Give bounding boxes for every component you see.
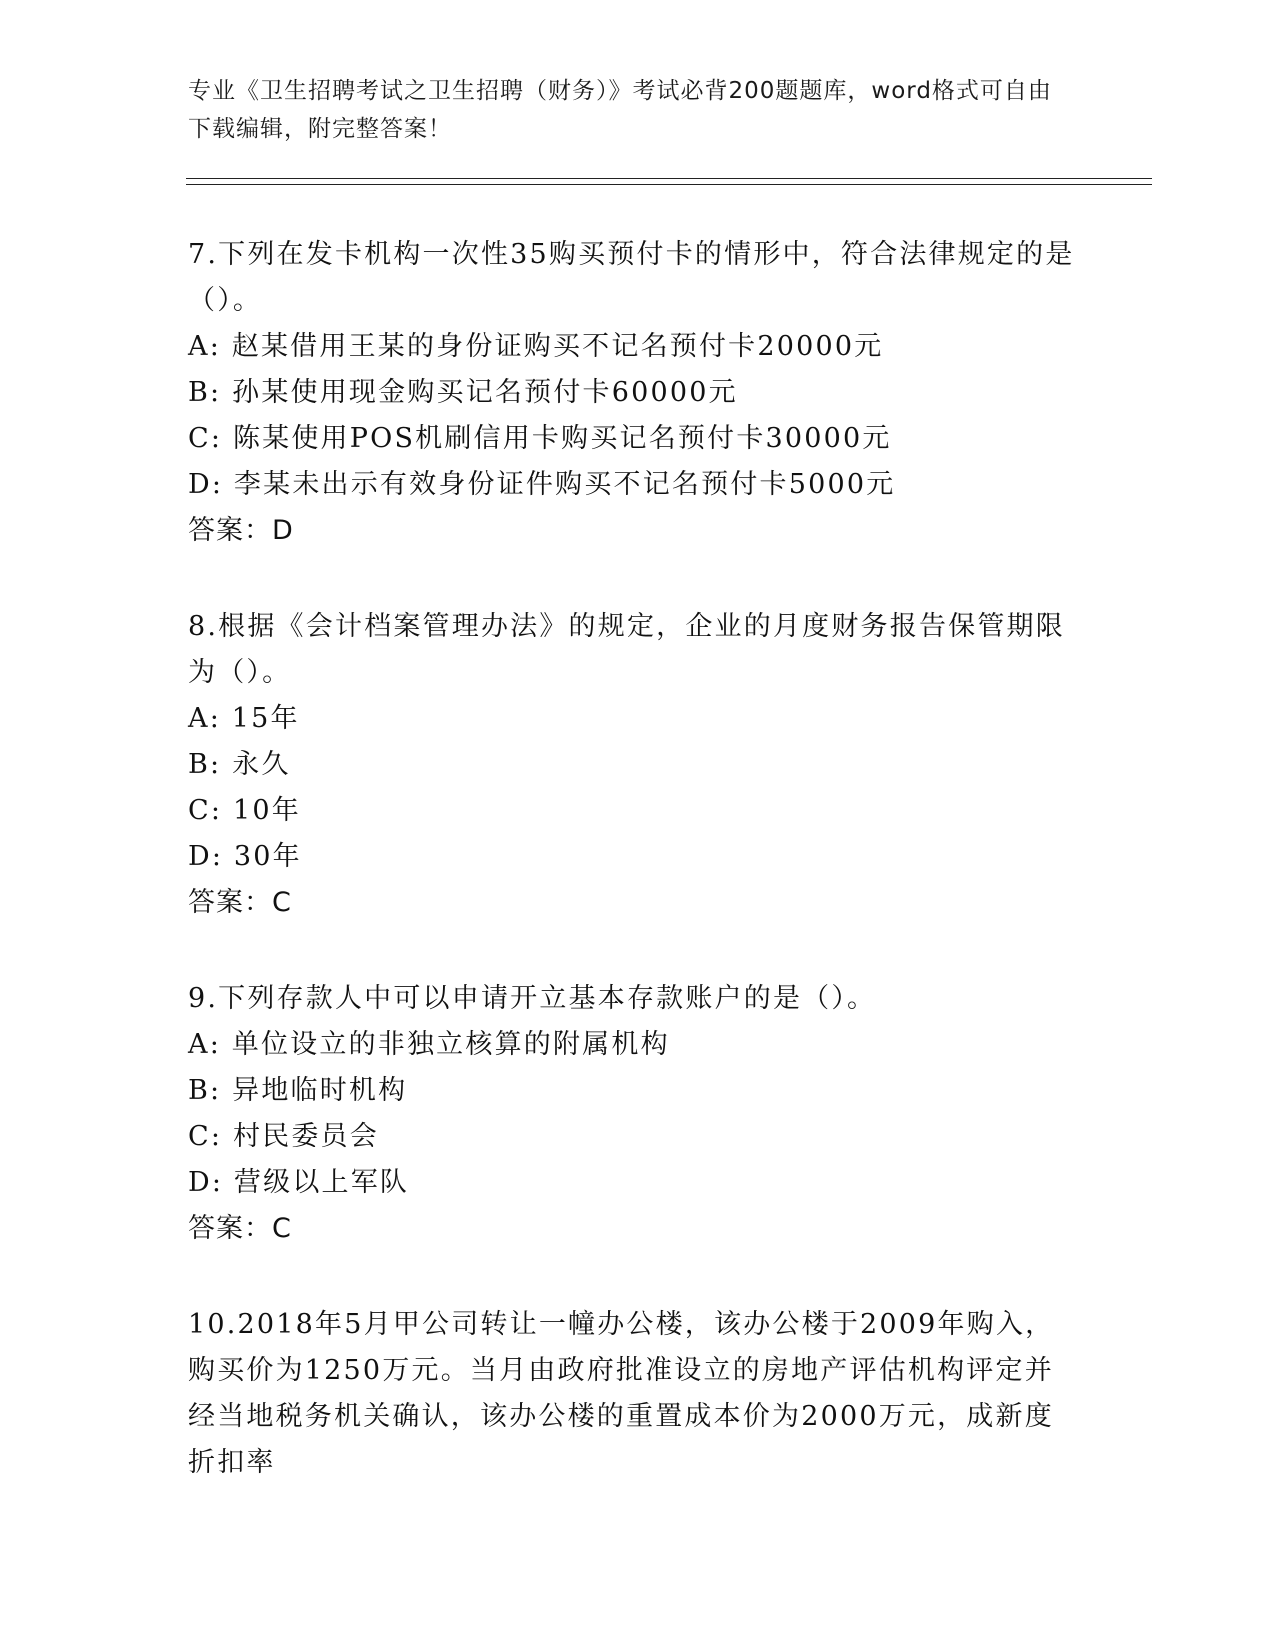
header-divider-top xyxy=(186,178,1152,179)
question-10 xyxy=(188,1302,1078,1486)
option-b: B: 孙某使用现金购买记名预付卡60000元 xyxy=(188,377,738,408)
option-a: A: 单位设立的非独立核算的附属机构 xyxy=(188,1029,670,1060)
question-list xyxy=(188,232,1078,1536)
option-b: B: 异地临时机构 xyxy=(188,1075,408,1106)
answer-line: 答案：C xyxy=(188,887,292,918)
question-stem: 8.根据《会计档案管理办法》的规定，企业的月度财务报告保管期限为（）。 xyxy=(188,611,1065,688)
option-a: A: 15年 xyxy=(188,703,300,734)
question-stem: 10.2018年5月甲公司转让一幢办公楼，该办公楼于2009年购入，购买价为1250万元。当月由政府批准设立的房地产评估机构评定并经当地税务机关确认，该办公楼的重置成本价为2000万元，成新度折扣率 xyxy=(188,1309,1055,1478)
option-d: D: 李某未出示有效身份证件购买不记名预付卡5000元 xyxy=(188,469,896,500)
option-d: D: 30年 xyxy=(188,841,302,872)
question-9 xyxy=(188,976,1078,1252)
option-c: C: 10年 xyxy=(188,795,301,826)
option-a: A: 赵某借用王某的身份证购买不记名预付卡20000元 xyxy=(188,331,884,362)
header-divider-bottom xyxy=(186,184,1152,185)
question-stem: 7.下列在发卡机构一次性35购买预付卡的情形中，符合法律规定的是（）。 xyxy=(188,239,1075,316)
option-b: B: 永久 xyxy=(188,749,291,780)
question-8 xyxy=(188,604,1078,926)
option-c: C: 村民委员会 xyxy=(188,1121,379,1152)
document-header xyxy=(188,72,1068,148)
option-d: D: 营级以上军队 xyxy=(188,1167,410,1198)
answer-line: 答案：C xyxy=(188,1213,292,1244)
question-7 xyxy=(188,232,1078,554)
option-c: C: 陈某使用POS机刷信用卡购买记名预付卡30000元 xyxy=(188,423,892,454)
question-stem: 9.下列存款人中可以申请开立基本存款账户的是（）。 xyxy=(188,983,877,1014)
header-intro-text: 专业《卫生招聘考试之卫生招聘（财务）》考试必背200题题库，word格式可自由下载编辑，附完整答案！ xyxy=(188,78,1052,142)
answer-line: 答案：D xyxy=(188,515,294,546)
